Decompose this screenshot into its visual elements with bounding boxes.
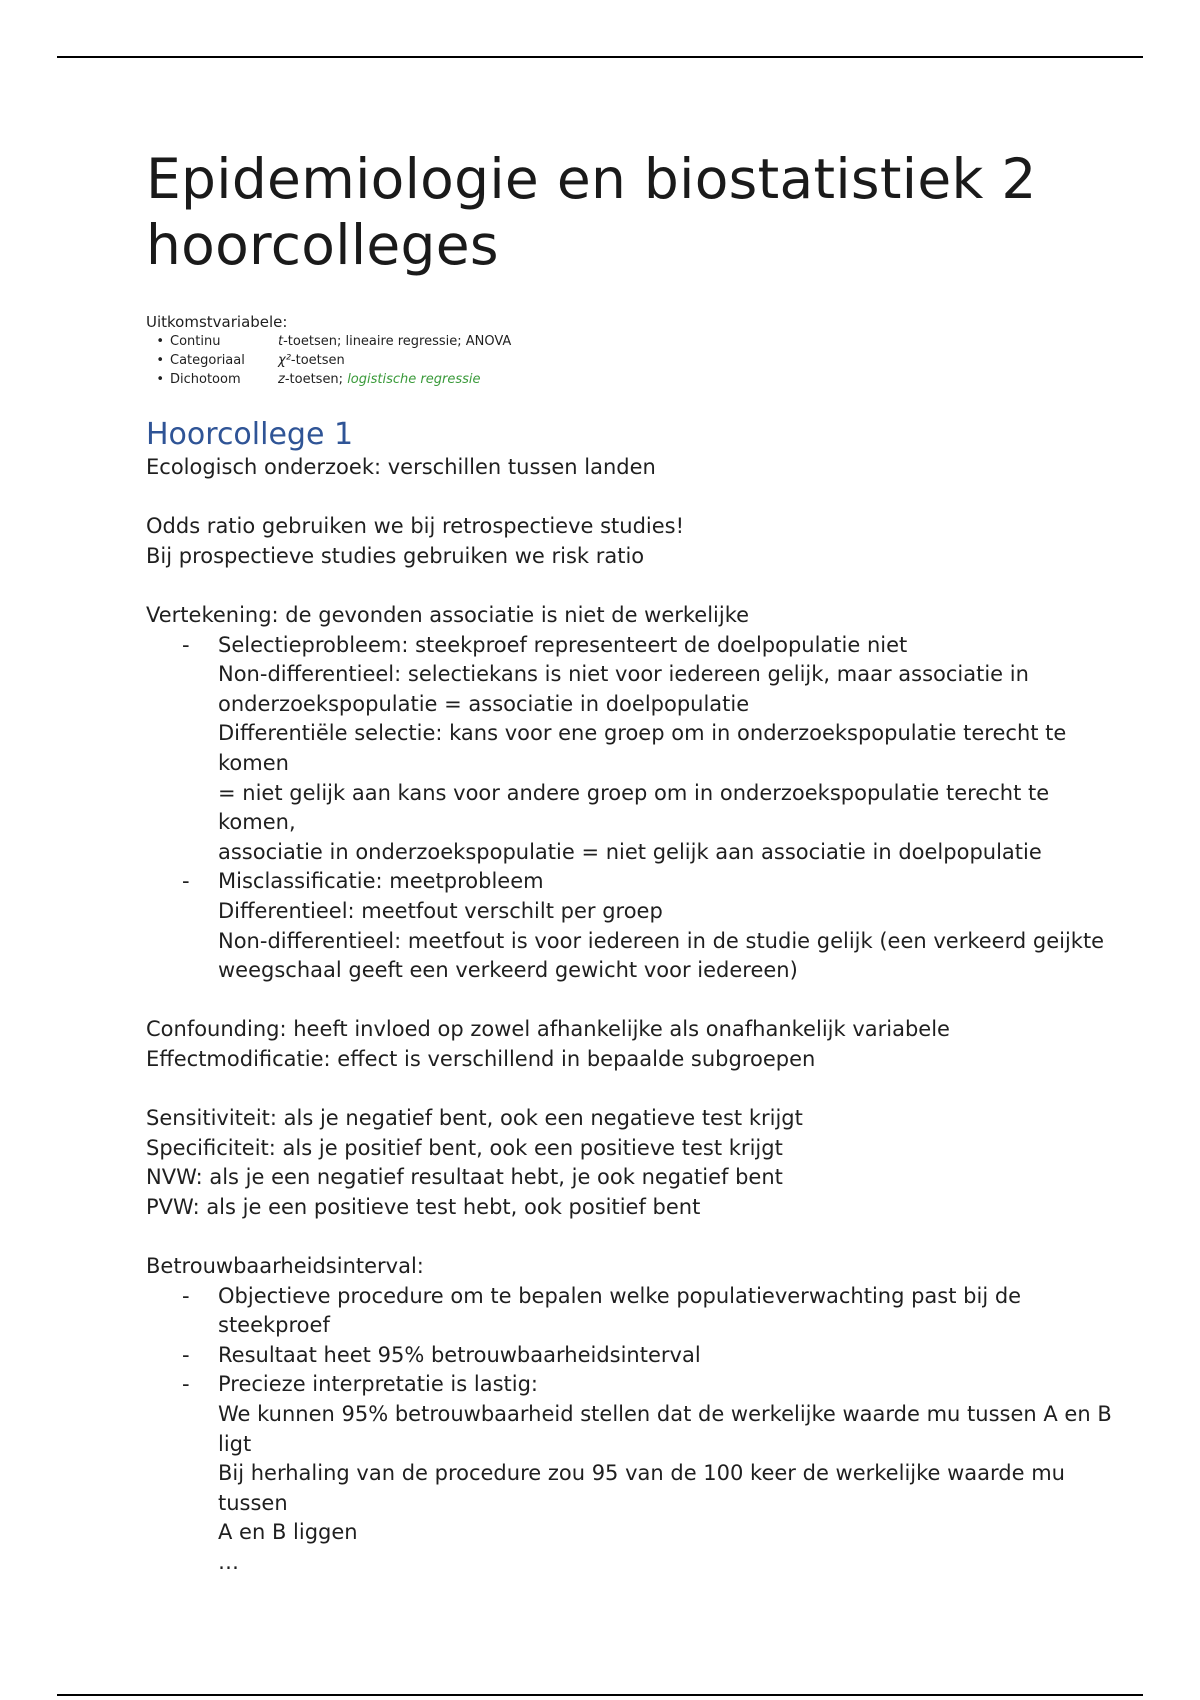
list-item: - Resultaat heet 95% betrouwbaarheidsinterval (146, 1341, 1126, 1371)
outcome-test: z-toetsen; logistische regressie (278, 372, 481, 387)
list-item-detail: Differentieel: meetfout verschilt per groep (218, 898, 663, 923)
list-item-detail: Non-differentieel: selectiekans is niet voor iedereen gelijk, maar associatie in (218, 662, 1029, 687)
list-item-detail: We kunnen 95% betrouwbaarheid stellen dat de werkelijke waarde mu tussen A en B ligt (218, 1402, 1112, 1456)
paragraph-sensitiviteit: Sensitiviteit: als je negatief bent, ook een negatieve test krijgt (146, 1106, 803, 1131)
list-item: - Selectieprobleem: steekproef representeert de doelpopulatie niet (146, 631, 1126, 661)
paragraph-risk-ratio: Bij prospectieve studies gebruiken we risk ratio (146, 543, 645, 568)
paragraph-pvw: PVW: als je een positieve test hebt, ook positief bent (146, 1194, 701, 1219)
paragraph-vertekening: Vertekening: de gevonden associatie is niet de werkelijke (146, 602, 750, 627)
list-item-detail: … (218, 1549, 239, 1574)
dash-marker: - (182, 632, 190, 657)
outcome-row (146, 351, 1126, 370)
dash-marker: - (182, 869, 190, 894)
document-title (146, 146, 1126, 278)
outcome-name: Dichotoom (170, 372, 241, 387)
bullet-icon: • (156, 334, 164, 349)
paragraph-ecologisch: Ecologisch onderzoek: verschillen tussen landen (146, 455, 656, 479)
title-line-1: Epidemiologie en biostatistiek 2 (146, 147, 1037, 211)
outcome-variable-table (146, 312, 1126, 389)
title-line-2: hoorcolleges (146, 213, 499, 277)
paragraph-betrouwbaarheidsinterval: Betrouwbaarheidsinterval: (146, 1254, 424, 1279)
list-item-detail: Differentiële selectie: kans voor ene groep om in onderzoekspopulatie terecht te komen (218, 721, 1067, 775)
dash-marker: - (182, 1283, 190, 1308)
list-item-detail: A en B liggen (218, 1520, 358, 1545)
dash-marker: - (182, 1342, 190, 1367)
outcome-heading: Uitkomstvariabele: (146, 313, 288, 331)
dash-marker: - (182, 1372, 190, 1397)
section-heading: Hoorcollege 1 (146, 417, 354, 452)
list-item: - Objectieve procedure om te bepalen welke populatieverwachting past bij de steekproef (146, 1282, 1126, 1341)
paragraph-effectmodificatie: Effectmodificatie: effect is verschillend in bepaalde subgroepen (146, 1046, 816, 1071)
section-content (146, 453, 1126, 1578)
paragraph-odds-ratio: Odds ratio gebruiken we bij retrospectieve studies! (146, 514, 685, 539)
list-item-detail: = niet gelijk aan kans voor andere groep om in onderzoekspopulatie terecht te komen, (218, 780, 1050, 835)
outcome-test: t-toetsen; lineaire regressie; ANOVA (278, 334, 512, 349)
outcome-test: χ²-toetsen (278, 353, 345, 368)
outcome-name: Categoriaal (170, 353, 245, 368)
list-item-detail: onderzoekspopulatie = associatie in doelpopulatie (218, 691, 750, 716)
document-body (146, 146, 1126, 1578)
paragraph-confounding: Confounding: heeft invloed op zowel afhankelijke als onafhankelijk variabele (146, 1017, 950, 1042)
bullet-icon: • (156, 372, 164, 387)
outcome-row (146, 370, 1126, 389)
list-item-detail: associatie in onderzoekspopulatie = niet gelijk aan associatie in doelpopulatie (218, 839, 1042, 864)
list-item-detail: Bij herhaling van de procedure zou 95 van de 100 keer de werkelijke waarde mu tussen (218, 1461, 1065, 1515)
footer-rule (57, 1694, 1143, 1696)
list-item-detail: weegschaal geeft een verkeerd gewicht voor iedereen) (218, 958, 798, 983)
outcome-name: Continu (170, 334, 221, 349)
bullet-icon: • (156, 353, 164, 368)
list-item: - Misclassificatie: meetprobleem (146, 867, 1126, 897)
outcome-row (146, 332, 1126, 351)
paragraph-specificiteit: Specificiteit: als je positief bent, ook een positieve test krijgt (146, 1135, 783, 1160)
header-rule (57, 56, 1143, 58)
list-item-detail: Non-differentieel: meetfout is voor iedereen in de studie gelijk (een verkeerd geijkte (218, 928, 1105, 953)
paragraph-nvw: NVW: als je een negatief resultaat hebt, je ook negatief bent (146, 1165, 783, 1190)
list-item: - Precieze interpretatie is lastig: (146, 1370, 1126, 1400)
